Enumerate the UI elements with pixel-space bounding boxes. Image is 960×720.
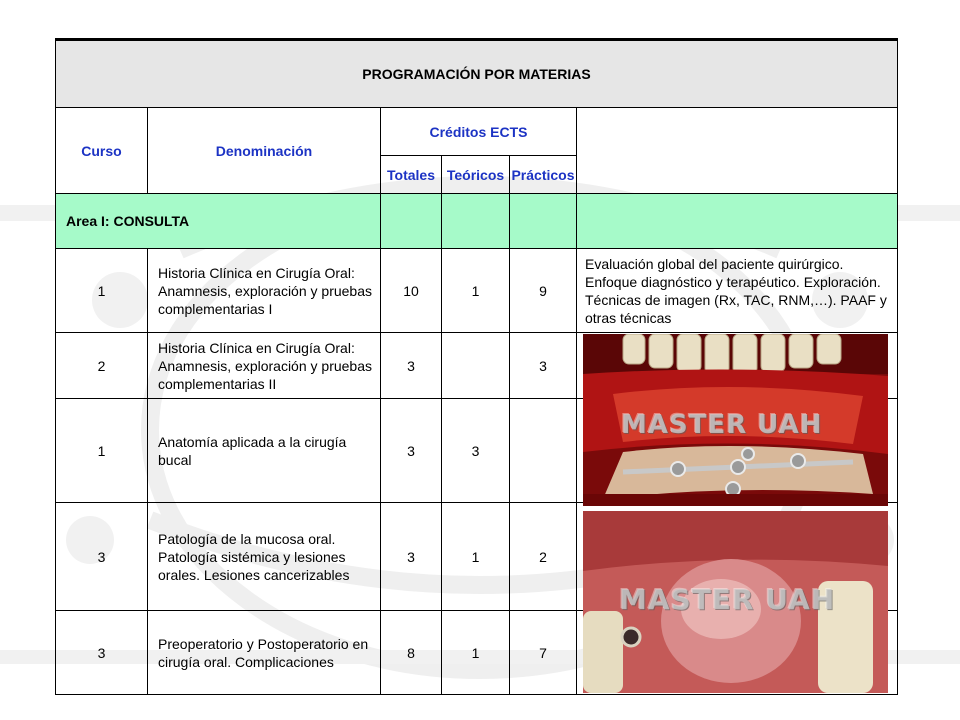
cell-teoricos bbox=[442, 333, 510, 399]
cell-denominacion: Anatomía aplicada a la cirugía bucal bbox=[148, 399, 381, 503]
cell-teoricos: 1 bbox=[442, 249, 510, 333]
header-totales: Totales bbox=[381, 156, 442, 194]
header-curso: Curso bbox=[56, 108, 148, 194]
table-row bbox=[56, 249, 898, 333]
cell-curso: 2 bbox=[56, 333, 148, 399]
area-cell bbox=[381, 194, 442, 249]
cell-practicos: 9 bbox=[510, 249, 577, 333]
cell-denominacion: Preoperatorio y Postoperatorio en cirugía oral. Complicaciones bbox=[148, 611, 381, 695]
header-empty-cell bbox=[577, 108, 898, 194]
area-cell bbox=[577, 194, 898, 249]
header-denominacion: Denominación bbox=[148, 108, 381, 194]
cell-totales: 10 bbox=[381, 249, 442, 333]
photo-2-watermark: MASTER UAH bbox=[619, 583, 836, 616]
header-practicos: Prácticos bbox=[510, 156, 577, 194]
cell-curso: 3 bbox=[56, 611, 148, 695]
header-creditos-ects: Créditos ECTS bbox=[381, 108, 577, 156]
cell-denominacion: Historia Clínica en Cirugía Oral: Anamnesis, exploración y pruebas complementarias I bbox=[148, 249, 381, 333]
cell-totales: 8 bbox=[381, 611, 442, 695]
cell-teoricos: 1 bbox=[442, 611, 510, 695]
cell-practicos: 7 bbox=[510, 611, 577, 695]
table-title: PROGRAMACIÓN POR MATERIAS bbox=[56, 40, 898, 108]
cell-denominacion: Historia Clínica en Cirugía Oral: Anamnesis, exploración y pruebas complementarias II bbox=[148, 333, 381, 399]
cell-teoricos: 3 bbox=[442, 399, 510, 503]
cell-totales: 3 bbox=[381, 503, 442, 611]
cell-curso: 1 bbox=[56, 249, 148, 333]
area-cell bbox=[510, 194, 577, 249]
cell-denominacion: Patología de la mucosa oral. Patología sistémica y lesiones orales. Lesiones cancerizables bbox=[148, 503, 381, 611]
surgical-photo-2 bbox=[583, 511, 888, 693]
area-label: Area I: CONSULTA bbox=[56, 194, 381, 249]
cell-totales: 3 bbox=[381, 333, 442, 399]
surgical-photo-1 bbox=[583, 334, 888, 506]
photo-1-watermark: MASTER UAH bbox=[621, 410, 823, 440]
cell-totales: 3 bbox=[381, 399, 442, 503]
cell-descripcion: Evaluación global del paciente quirúrgico. Enfoque diagnóstico y terapéutico. Exploración. Técnicas de imagen (Rx, TAC, RNM,…). PAAF y otras técnicas bbox=[577, 249, 898, 333]
cell-practicos bbox=[510, 399, 577, 503]
cell-curso: 1 bbox=[56, 399, 148, 503]
cell-teoricos: 1 bbox=[442, 503, 510, 611]
area-cell bbox=[442, 194, 510, 249]
cell-curso: 3 bbox=[56, 503, 148, 611]
header-teoricos: Teóricos bbox=[442, 156, 510, 194]
cell-practicos: 2 bbox=[510, 503, 577, 611]
cell-practicos: 3 bbox=[510, 333, 577, 399]
